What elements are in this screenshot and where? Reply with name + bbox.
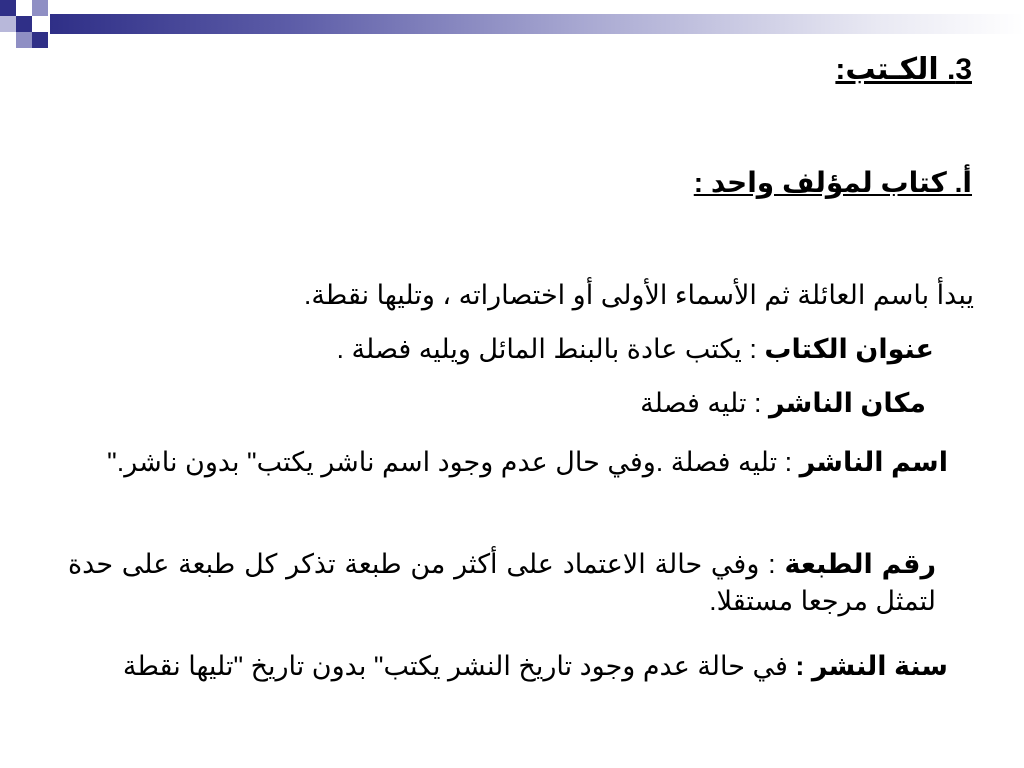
- slide-subheading: أ. كتاب لمؤلف واحد :: [693, 167, 972, 198]
- item-text: : تليه فصلة .وفي حال عدم وجود اسم ناشر يكتب" بدون ناشر.": [107, 447, 800, 477]
- item-publisher-place: [640, 388, 926, 419]
- item-text: : تليه فصلة: [640, 388, 769, 418]
- decor-square: [16, 32, 32, 48]
- slide-heading: 3. الكـتب:: [835, 53, 972, 86]
- decor-square: [0, 0, 16, 16]
- item-term: سنة النشر :: [795, 651, 948, 681]
- item-text: في حالة عدم وجود تاريخ النشر يكتب" بدون تاريخ "تليها نقطة: [122, 651, 796, 681]
- decor-square: [32, 16, 48, 32]
- item-edition-number: [68, 546, 936, 620]
- decor-square: [32, 0, 48, 16]
- decor-square: [16, 0, 32, 16]
- item-book-title: [337, 334, 934, 365]
- intro-text: يبدأ باسم العائلة ثم الأسماء الأولى أو اختصاراته ، وتليها نقطة.: [303, 280, 974, 310]
- item-term: عنوان الكتاب: [764, 334, 934, 364]
- item-term: رقم الطبعة: [784, 549, 937, 579]
- item-publication-year: [68, 648, 948, 685]
- decor-square: [16, 16, 32, 32]
- item-publisher-name: [68, 444, 948, 481]
- item-term: مكان الناشر: [768, 388, 926, 418]
- decor-square: [0, 16, 16, 32]
- item-term: اسم الناشر: [799, 447, 948, 477]
- item-text: : يكتب عادة بالبنط المائل ويليه فصلة .: [336, 334, 765, 364]
- header-gradient-bar: [50, 14, 1024, 34]
- item-text: : وفي حالة الاعتماد على أكثر من طبعة تذكر كل طبعة على حدة لتمثل مرجعا مستقلا.: [68, 549, 936, 616]
- decor-square: [32, 32, 48, 48]
